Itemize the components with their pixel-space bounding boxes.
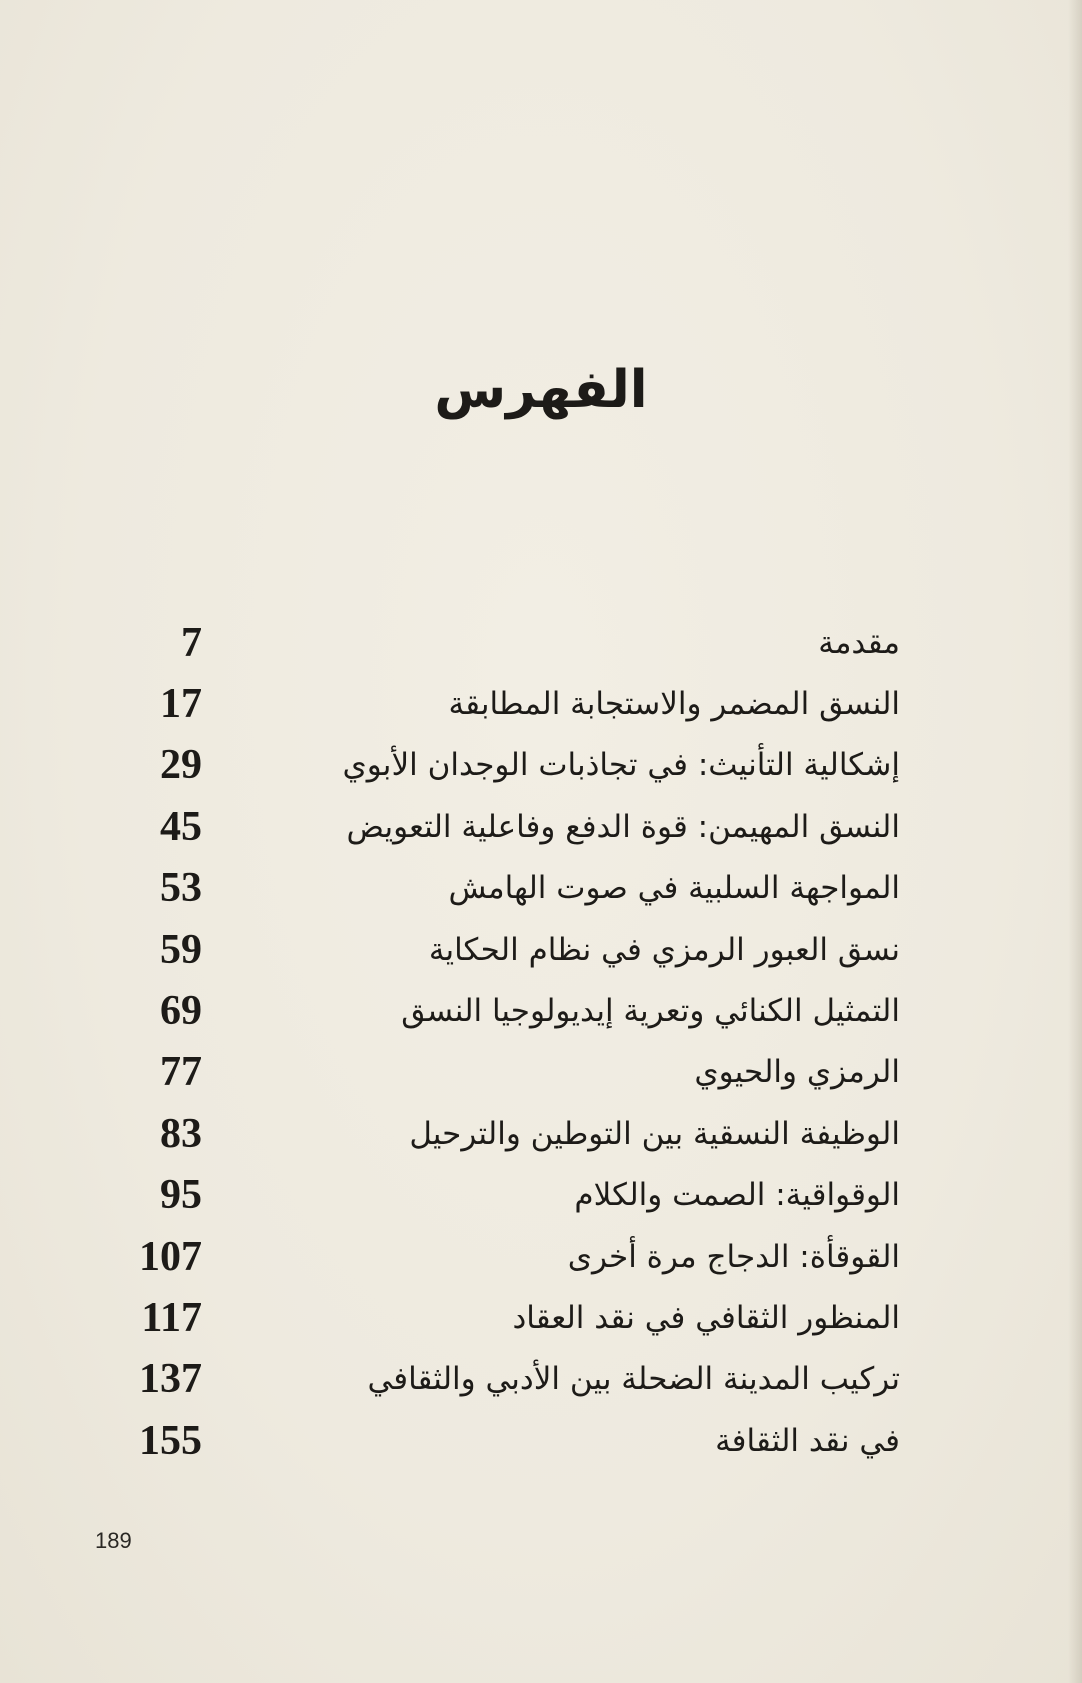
toc-entry-title: الرمزي والحيوي: [694, 1054, 900, 1091]
toc-entry-page-number: 53: [160, 865, 202, 912]
toc-entry-page-number: 59: [160, 926, 202, 973]
toc-entry-page-number: 107: [139, 1233, 202, 1280]
toc-entry-title: الوظيفة النسقية بين التوطين والترحيل: [409, 1115, 900, 1152]
toc-entry-page-number: 137: [139, 1356, 202, 1403]
toc-entry-title: القوقأة: الدجاج مرة أخرى: [567, 1238, 900, 1275]
toc-entry: [120, 1287, 900, 1348]
toc-entry-page-number: 95: [160, 1172, 202, 1219]
page-edge-shadow: [1068, 0, 1082, 1683]
toc-entry: [120, 1226, 900, 1287]
toc-entry-title: النسق المهيمن: قوة الدفع وفاعلية التعويض: [346, 808, 900, 845]
toc-entry-page-number: 17: [160, 681, 202, 728]
toc-entry: [120, 612, 900, 673]
toc-entry: [120, 858, 900, 919]
page-title: الفهرس: [434, 360, 648, 420]
toc-entry: [120, 1349, 900, 1410]
toc-entry-page-number: 7: [181, 619, 202, 666]
toc-entry-page-number: 117: [141, 1294, 202, 1341]
page-number: 189: [95, 1528, 132, 1553]
table-of-contents: [120, 612, 900, 1471]
toc-entry: [120, 735, 900, 796]
toc-entry-title: إشكالية التأنيث: في تجاذبات الوجدان الأبوي: [342, 747, 900, 784]
toc-entry: [120, 1165, 900, 1226]
toc-entry: [120, 980, 900, 1041]
toc-entry-title: النسق المضمر والاستجابة المطابقة: [448, 686, 900, 723]
toc-entry-title: في نقد الثقافة: [715, 1422, 900, 1459]
toc-entry-page-number: 155: [139, 1417, 202, 1464]
toc-entry-title: المواجهة السلبية في صوت الهامش: [448, 870, 900, 907]
toc-entry-title: الوقواقية: الصمت والكلام: [574, 1177, 900, 1214]
toc-entry-title: تركيب المدينة الضحلة بين الأدبي والثقافي: [367, 1361, 900, 1398]
toc-entry-title: المنظور الثقافي في نقد العقاد: [512, 1299, 900, 1336]
toc-entry: [120, 1042, 900, 1103]
toc-entry-title: مقدمة: [818, 624, 900, 661]
toc-entry-title: التمثيل الكنائي وتعرية إيديولوجيا النسق: [401, 993, 900, 1030]
toc-entry-page-number: 83: [160, 1110, 202, 1157]
toc-entry-page-number: 45: [160, 803, 202, 850]
toc-entry-page-number: 77: [160, 1049, 202, 1096]
toc-entry-page-number: 69: [160, 988, 202, 1035]
toc-entry: [120, 1103, 900, 1164]
toc-entry: [120, 796, 900, 857]
toc-entry-page-number: 29: [160, 742, 202, 789]
toc-entry: [120, 673, 900, 734]
toc-entry: [120, 1410, 900, 1471]
toc-entry: [120, 919, 900, 980]
toc-entry-title: نسق العبور الرمزي في نظام الحكاية: [428, 931, 900, 968]
